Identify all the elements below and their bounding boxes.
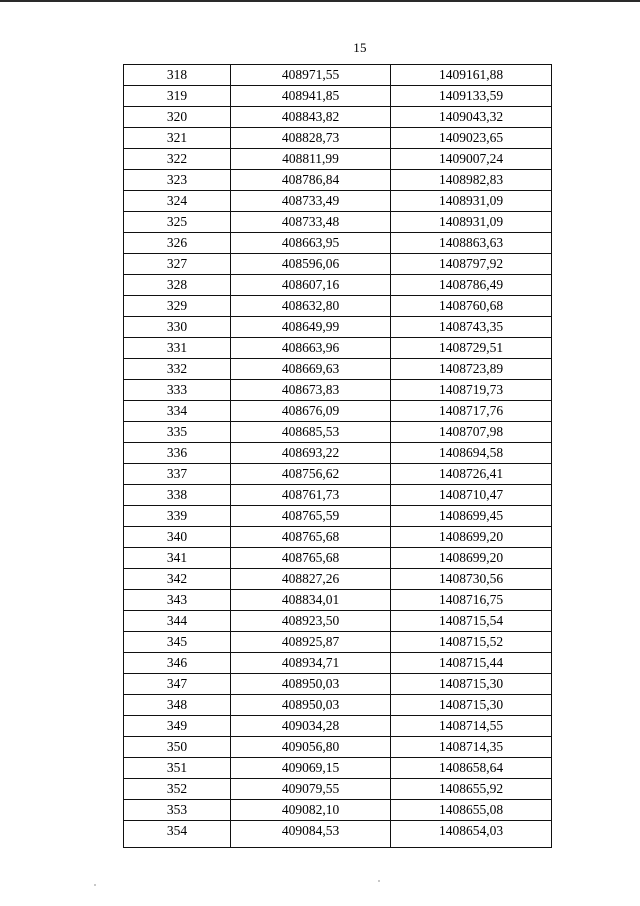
x-coordinate-cell: 409079,55 (231, 779, 391, 800)
y-coordinate-cell: 1408715,52 (391, 632, 552, 653)
y-coordinate-cell: 1408710,47 (391, 485, 552, 506)
x-coordinate-cell: 408676,09 (231, 401, 391, 422)
table-row (124, 548, 552, 569)
table-row (124, 485, 552, 506)
x-coordinate-cell: 409084,53 (231, 821, 391, 848)
point-number-cell: 344 (124, 611, 231, 632)
table-row (124, 611, 552, 632)
y-coordinate-cell: 1408714,35 (391, 737, 552, 758)
x-coordinate-cell: 408596,06 (231, 254, 391, 275)
table-row (124, 464, 552, 485)
point-number-cell: 340 (124, 527, 231, 548)
x-coordinate-cell: 408811,99 (231, 149, 391, 170)
point-number-cell: 318 (124, 65, 231, 86)
y-coordinate-cell: 1409043,32 (391, 107, 552, 128)
x-coordinate-cell: 408669,63 (231, 359, 391, 380)
table-row (124, 275, 552, 296)
table-row (124, 779, 552, 800)
table-row (124, 233, 552, 254)
table-row (124, 401, 552, 422)
table-row (124, 359, 552, 380)
x-coordinate-cell: 409069,15 (231, 758, 391, 779)
point-number-cell: 327 (124, 254, 231, 275)
point-number-cell: 347 (124, 674, 231, 695)
table-row (124, 86, 552, 107)
y-coordinate-cell: 1409133,59 (391, 86, 552, 107)
x-coordinate-cell: 408786,84 (231, 170, 391, 191)
point-number-cell: 353 (124, 800, 231, 821)
y-coordinate-cell: 1408707,98 (391, 422, 552, 443)
table-row (124, 716, 552, 737)
point-number-cell: 339 (124, 506, 231, 527)
y-coordinate-cell: 1408797,92 (391, 254, 552, 275)
scan-speck (378, 880, 380, 882)
point-number-cell: 332 (124, 359, 231, 380)
point-number-cell: 336 (124, 443, 231, 464)
point-number-cell: 350 (124, 737, 231, 758)
point-number-cell: 322 (124, 149, 231, 170)
x-coordinate-cell: 408733,48 (231, 212, 391, 233)
table-row (124, 296, 552, 317)
y-coordinate-cell: 1408694,58 (391, 443, 552, 464)
coordinates-table-body (124, 65, 552, 848)
y-coordinate-cell: 1408658,64 (391, 758, 552, 779)
y-coordinate-cell: 1408714,55 (391, 716, 552, 737)
y-coordinate-cell: 1408931,09 (391, 212, 552, 233)
y-coordinate-cell: 1408699,20 (391, 548, 552, 569)
table-row (124, 191, 552, 212)
y-coordinate-cell: 1409161,88 (391, 65, 552, 86)
table-row (124, 527, 552, 548)
table-row (124, 800, 552, 821)
point-number-cell: 333 (124, 380, 231, 401)
table-row (124, 338, 552, 359)
y-coordinate-cell: 1408726,41 (391, 464, 552, 485)
point-number-cell: 334 (124, 401, 231, 422)
x-coordinate-cell: 409056,80 (231, 737, 391, 758)
y-coordinate-cell: 1408723,89 (391, 359, 552, 380)
point-number-cell: 329 (124, 296, 231, 317)
point-number-cell: 354 (124, 821, 231, 848)
point-number-cell: 321 (124, 128, 231, 149)
point-number-cell: 326 (124, 233, 231, 254)
point-number-cell: 323 (124, 170, 231, 191)
table-row (124, 737, 552, 758)
x-coordinate-cell: 409082,10 (231, 800, 391, 821)
y-coordinate-cell: 1408655,08 (391, 800, 552, 821)
point-number-cell: 348 (124, 695, 231, 716)
table-row (124, 149, 552, 170)
y-coordinate-cell: 1408655,92 (391, 779, 552, 800)
x-coordinate-cell: 408765,68 (231, 527, 391, 548)
table-row (124, 569, 552, 590)
x-coordinate-cell: 408923,50 (231, 611, 391, 632)
x-coordinate-cell: 408693,22 (231, 443, 391, 464)
x-coordinate-cell: 408828,73 (231, 128, 391, 149)
x-coordinate-cell: 408843,82 (231, 107, 391, 128)
y-coordinate-cell: 1408931,09 (391, 191, 552, 212)
table-row (124, 758, 552, 779)
x-coordinate-cell: 409034,28 (231, 716, 391, 737)
x-coordinate-cell: 408761,73 (231, 485, 391, 506)
point-number-cell: 345 (124, 632, 231, 653)
scan-speck (94, 884, 96, 886)
point-number-cell: 325 (124, 212, 231, 233)
coordinates-table (123, 64, 552, 848)
table-row (124, 443, 552, 464)
table-row (124, 380, 552, 401)
x-coordinate-cell: 408925,87 (231, 632, 391, 653)
x-coordinate-cell: 408950,03 (231, 674, 391, 695)
table-row (124, 632, 552, 653)
point-number-cell: 331 (124, 338, 231, 359)
y-coordinate-cell: 1409023,65 (391, 128, 552, 149)
y-coordinate-cell: 1408730,56 (391, 569, 552, 590)
x-coordinate-cell: 408934,71 (231, 653, 391, 674)
point-number-cell: 341 (124, 548, 231, 569)
x-coordinate-cell: 408756,62 (231, 464, 391, 485)
table-row (124, 590, 552, 611)
x-coordinate-cell: 408950,03 (231, 695, 391, 716)
point-number-cell: 343 (124, 590, 231, 611)
x-coordinate-cell: 408733,49 (231, 191, 391, 212)
table-row (124, 317, 552, 338)
y-coordinate-cell: 1408786,49 (391, 275, 552, 296)
point-number-cell: 337 (124, 464, 231, 485)
x-coordinate-cell: 408765,68 (231, 548, 391, 569)
y-coordinate-cell: 1408715,30 (391, 674, 552, 695)
point-number-cell: 335 (124, 422, 231, 443)
x-coordinate-cell: 408663,96 (231, 338, 391, 359)
table-row (124, 128, 552, 149)
x-coordinate-cell: 408941,85 (231, 86, 391, 107)
table-row (124, 212, 552, 233)
table-row (124, 107, 552, 128)
table-row (124, 821, 552, 848)
y-coordinate-cell: 1408717,76 (391, 401, 552, 422)
y-coordinate-cell: 1408699,20 (391, 527, 552, 548)
y-coordinate-cell: 1408654,03 (391, 821, 552, 848)
table-row (124, 254, 552, 275)
point-number-cell: 346 (124, 653, 231, 674)
x-coordinate-cell: 408663,95 (231, 233, 391, 254)
table-row (124, 506, 552, 527)
point-number-cell: 349 (124, 716, 231, 737)
page-top-edge (0, 0, 640, 2)
y-coordinate-cell: 1408719,73 (391, 380, 552, 401)
y-coordinate-cell: 1408699,45 (391, 506, 552, 527)
y-coordinate-cell: 1408715,54 (391, 611, 552, 632)
x-coordinate-cell: 408827,26 (231, 569, 391, 590)
point-number-cell: 342 (124, 569, 231, 590)
y-coordinate-cell: 1408716,75 (391, 590, 552, 611)
point-number-cell: 338 (124, 485, 231, 506)
table-row (124, 695, 552, 716)
x-coordinate-cell: 408607,16 (231, 275, 391, 296)
point-number-cell: 324 (124, 191, 231, 212)
y-coordinate-cell: 1408863,63 (391, 233, 552, 254)
point-number-cell: 351 (124, 758, 231, 779)
table-row (124, 65, 552, 86)
point-number-cell: 352 (124, 779, 231, 800)
x-coordinate-cell: 408685,53 (231, 422, 391, 443)
table-row (124, 422, 552, 443)
y-coordinate-cell: 1408715,44 (391, 653, 552, 674)
x-coordinate-cell: 408834,01 (231, 590, 391, 611)
table-row (124, 674, 552, 695)
x-coordinate-cell: 408632,80 (231, 296, 391, 317)
y-coordinate-cell: 1408982,83 (391, 170, 552, 191)
x-coordinate-cell: 408971,55 (231, 65, 391, 86)
page-number: 15 (353, 40, 367, 55)
table-row (124, 653, 552, 674)
point-number-cell: 319 (124, 86, 231, 107)
table-row (124, 170, 552, 191)
y-coordinate-cell: 1408760,68 (391, 296, 552, 317)
y-coordinate-cell: 1408715,30 (391, 695, 552, 716)
x-coordinate-cell: 408765,59 (231, 506, 391, 527)
y-coordinate-cell: 1408743,35 (391, 317, 552, 338)
point-number-cell: 320 (124, 107, 231, 128)
y-coordinate-cell: 1409007,24 (391, 149, 552, 170)
y-coordinate-cell: 1408729,51 (391, 338, 552, 359)
x-coordinate-cell: 408673,83 (231, 380, 391, 401)
point-number-cell: 330 (124, 317, 231, 338)
point-number-cell: 328 (124, 275, 231, 296)
x-coordinate-cell: 408649,99 (231, 317, 391, 338)
